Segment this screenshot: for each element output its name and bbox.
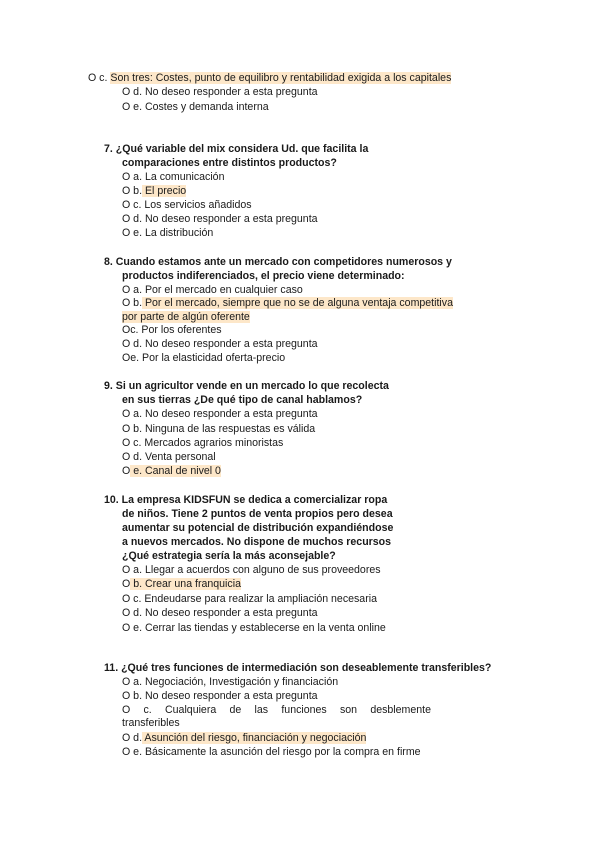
question-10-line-5: ¿Qué estrategia sería la más aconsejable?: [122, 550, 336, 562]
q7-option-d[interactable]: O d. No deseo responder a esta pregunta: [122, 213, 318, 225]
q11-option-d-highlighted: Asunción del riesgo, financiación y negociación: [142, 732, 367, 744]
q10-option-d[interactable]: O d. No deseo responder a esta pregunta: [122, 607, 318, 619]
q8-option-b-prefix: O b.: [122, 297, 143, 309]
q8-option-b-highlighted-1: Por el mercado, siempre que no se de alguna ventaja competitiva: [142, 297, 453, 309]
q9-option-a[interactable]: O a. No deseo responder a esta pregunta: [122, 408, 318, 420]
q10-option-a[interactable]: O a. Llegar a acuerdos con alguno de sus proveedores: [122, 564, 381, 576]
q8-option-e[interactable]: Oe. Por la elasticidad oferta-precio: [122, 352, 286, 364]
q7-option-c[interactable]: O c. Los servicios añadidos: [122, 199, 252, 211]
q10-option-b-prefix: O: [122, 578, 131, 590]
question-7-line-1: 7. ¿Qué variable del mix considera Ud. que facilita la: [104, 143, 369, 155]
q11-option-c-line-2[interactable]: transferibles: [122, 717, 180, 729]
q9-option-b[interactable]: O b. Ninguna de las respuestas es válida: [122, 423, 316, 435]
q9-option-c[interactable]: O c. Mercados agrarios minoristas: [122, 437, 284, 449]
q8-option-d[interactable]: O d. No deseo responder a esta pregunta: [122, 338, 318, 350]
option-c-top-highlighted: Son tres: Costes, punto de equilibro y rentabilidad exigida a los capitales: [110, 72, 452, 84]
option-e-top[interactable]: O e. Costes y demanda interna: [122, 101, 269, 113]
question-10-line-1: 10. La empresa KIDSFUN se dedica a comercializar ropa: [104, 494, 388, 506]
q10-option-b-highlighted: b. Crear una franquicia: [130, 578, 241, 590]
question-8-line-1: 8. Cuando estamos ante un mercado con competidores numerosos y: [104, 256, 452, 268]
question-10-line-3: aumentar su potencial de distribución expandiéndose: [122, 522, 394, 534]
q9-option-e[interactable]: [122, 465, 221, 478]
q7-option-a[interactable]: O a. La comunicación: [122, 171, 225, 183]
q8-option-c[interactable]: Oc. Por los oferentes: [122, 324, 222, 336]
question-9-line-2: en sus tierras ¿De qué tipo de canal hablamos?: [122, 394, 363, 406]
q7-option-b-prefix: O b.: [122, 185, 143, 197]
q10-option-e[interactable]: O e. Cerrar las tiendas y establecerse en la venta online: [122, 622, 386, 634]
q8-option-b[interactable]: [122, 297, 453, 310]
question-7-line-2: comparaciones entre distintos productos?: [122, 157, 337, 169]
q9-option-e-highlighted: e. Canal de nivel 0: [130, 465, 221, 477]
q11-option-e[interactable]: O e. Básicamente la asunción del riesgo por la compra en firme: [122, 746, 421, 758]
q10-option-b[interactable]: [122, 578, 241, 591]
q11-option-a[interactable]: O a. Negociación, Investigación y financiación: [122, 676, 339, 688]
q11-option-b[interactable]: O b. No deseo responder a esta pregunta: [122, 690, 318, 702]
question-10-line-4: a nuevos mercados. No dispone de muchos recursos: [122, 536, 392, 548]
option-d-top[interactable]: O d. No deseo responder a esta pregunta: [122, 86, 318, 98]
q10-option-c[interactable]: O c. Endeudarse para realizar la ampliación necesaria: [122, 593, 377, 605]
option-c-top-prefix: O c.: [88, 72, 108, 84]
question-11-line-1: 11. ¿Qué tres funciones de intermediación son deseablemente transferibles?: [104, 662, 492, 674]
q7-option-b-highlighted: El precio: [142, 185, 187, 197]
q11-option-c-line-1[interactable]: O c. Cualquiera de las funciones son desblemente: [122, 704, 431, 716]
q8-option-a[interactable]: O a. Por el mercado en cualquier caso: [122, 284, 303, 296]
q8-option-b-highlighted-2: por parte de algún oferente: [122, 311, 250, 323]
option-c-top[interactable]: [88, 72, 451, 85]
q7-option-e[interactable]: O e. La distribución: [122, 227, 214, 239]
question-9-line-1: 9. Si un agricultor vende en un mercado lo que recolecta: [104, 380, 389, 392]
q9-option-d[interactable]: O d. Venta personal: [122, 451, 216, 463]
q8-option-b-continued[interactable]: [122, 311, 250, 324]
question-8-line-2: productos indiferenciados, el precio viene determinado:: [122, 270, 405, 282]
q7-option-b[interactable]: [122, 185, 186, 198]
q9-option-e-prefix: O: [122, 465, 131, 477]
q11-option-d[interactable]: [122, 732, 366, 745]
question-10-line-2: de niños. Tiene 2 puntos de venta propios pero desea: [122, 508, 393, 520]
q11-option-d-prefix: O d.: [122, 732, 143, 744]
